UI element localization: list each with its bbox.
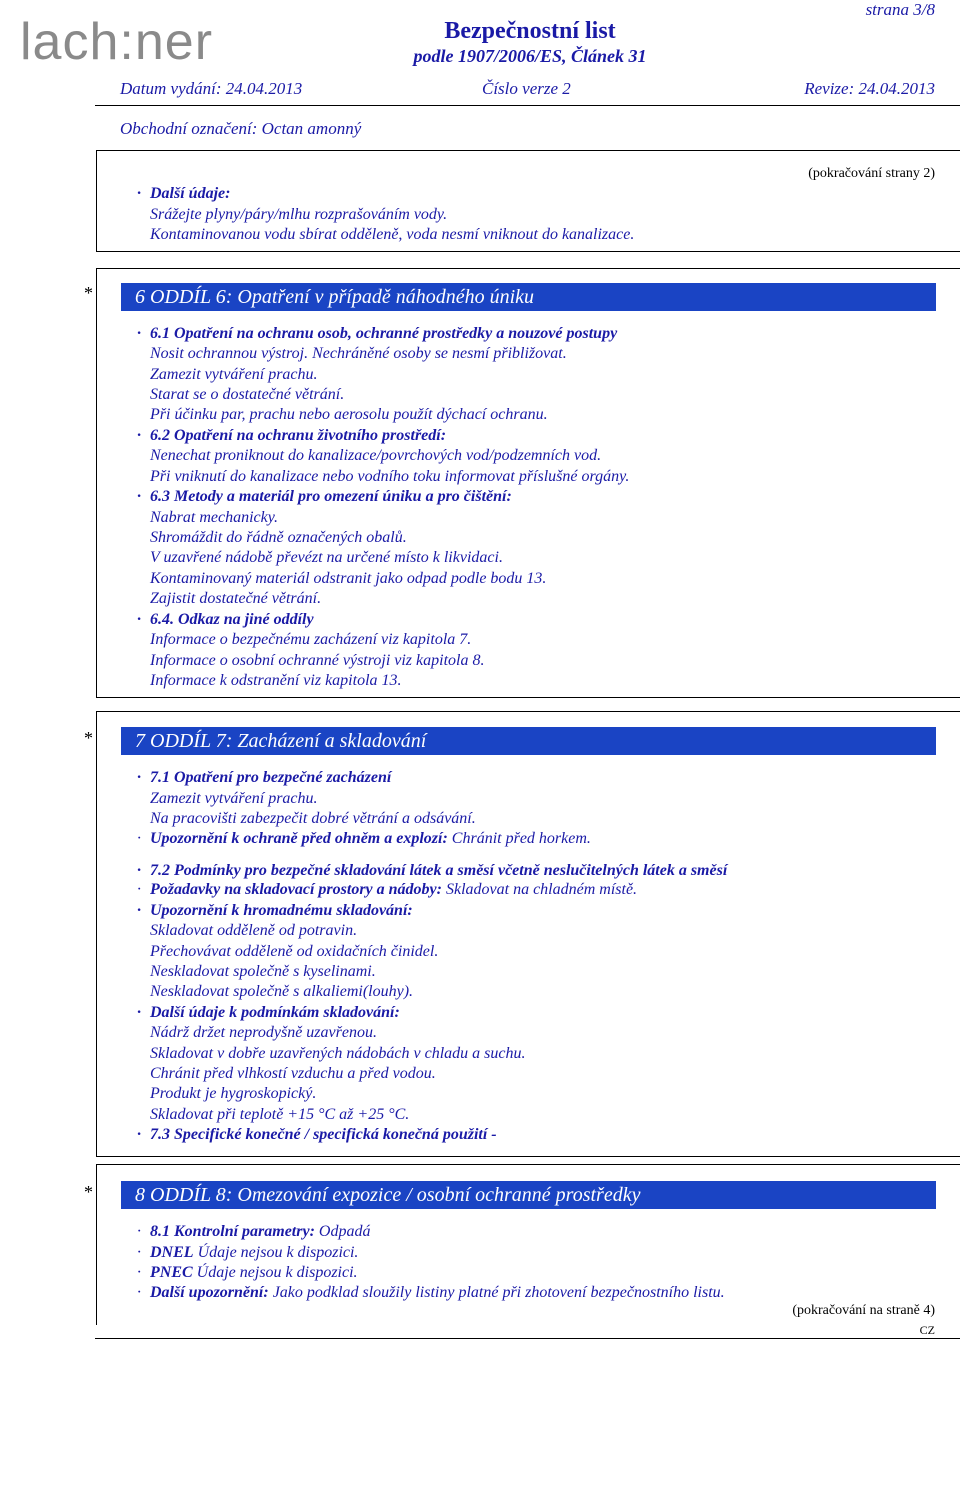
text-line: Přechovávat odděleně od oxidačních činidel. [150,943,439,960]
trade-name: Obchodní označení: Octan amonný [120,119,362,138]
text-line: Zamezit vytváření prachu. [150,790,318,807]
storage-info-label: · Další údaje k podmínkám skladování: [150,1003,400,1023]
text-line: Informace o osobní ochranné výstroji viz kapitola 8. [150,652,485,669]
continued-from: (pokračování strany 2) [808,166,935,181]
text-line: Skladovat odděleně od potravin. [150,922,358,939]
storage-requirements: · Požadavky na skladovací prostory a nádoby: Skladovat na chladném místě. [150,880,637,900]
text-line: V uzavřené nádobě převézt na určené místo k likvidaci. [150,549,503,566]
revision-star: * [84,283,93,303]
further-info-label: · Další údaje: [150,184,230,204]
text-line: Skladovat při teplotě +15 °C až +25 °C. [150,1106,410,1123]
text-line: Neskladovat společně s alkaliemi(louhy). [150,983,414,1000]
document-subtitle: podle 1907/2006/ES, Článek 31 [413,46,647,66]
section-8-title: 8 ODDÍL 8: Omezování expozice / osobní ochranné prostředky [135,1184,641,1206]
text-line: Nádrž držet neprodyšně uzavřenou. [150,1024,377,1041]
text-line: Nenechat proniknout do kanalizace/povrchových vod/podzemních vod. [150,447,602,464]
subsection-6-4-label: · 6.4. Odkaz na jiné oddíly [150,610,314,630]
page-number: strana 3/8 [865,0,935,19]
text-line: Nabrat mechanicky. [150,509,278,526]
text-line: Na pracovišti zabezpečit dobré větrání a odsávání. [150,810,476,827]
text-line: Starat se o dostatečné větrání. [150,386,345,403]
document-title: Bezpečnostní list [444,18,616,44]
subsection-7-2-label: · 7.2 Podmínky pro bezpečné skladování látek a směsí včetně neslučitelných látek a směsí [150,861,727,881]
pnec-row: · PNEC Údaje nejsou k dispozici. [150,1263,358,1283]
further-info-line: Srážejte plyny/páry/mlhu rozprašováním vody. [150,206,448,223]
language-code: CZ [919,1323,935,1337]
dnel-row: · DNEL Údaje nejsou k dispozici. [150,1243,358,1263]
footer-divider [95,1338,960,1339]
subsection-7-1-label: · 7.1 Opatření pro bezpečné zacházení [150,768,391,788]
text-line: Informace o bezpečnému zacházení viz kapitola 7. [150,631,472,648]
version-number: Číslo verze 2 [482,79,571,98]
text-line: Zajistit dostatečné větrání. [150,590,322,607]
text-line: Nosit ochrannou výstroj. Nechráněné osoby se nesmí přibližovat. [150,345,567,362]
section-7-title: 7 ODDÍL 7: Zacházení a skladování [135,730,427,752]
company-logo: lach:ner [20,13,214,71]
joint-storage-label: · Upozornění k hromadnému skladování: [150,901,413,921]
text-line: Shromáždit do řádně označených obalů. [150,529,407,546]
subsection-7-3-label: · 7.3 Specifické konečné / specifická konečná použití - [150,1125,497,1145]
text-line: Zamezit vytváření prachu. [150,366,318,383]
text-line: Kontaminovaný materiál odstranit jako odpad podle bodu 13. [150,570,547,587]
text-line: Chránit před vlhkostí vzduchu a před vodou. [150,1065,436,1082]
text-line: Skladovat v dobře uzavřených nádobách v chladu a suchu. [150,1045,526,1062]
continued-to: (pokračování na straně 4) [792,1303,935,1318]
text-line: Neskladovat společně s kyselinami. [150,963,376,980]
issue-date: Datum vydání: 24.04.2013 [120,79,303,98]
text-line: Produkt je hygroskopický. [150,1085,317,1102]
text-line: Informace k odstranění viz kapitola 13. [150,672,402,689]
control-parameters: · 8.1 Kontrolní parametry: Odpadá [150,1222,370,1242]
further-info-line: Kontaminovanou vodu sbírat odděleně, voda nesmí vniknout do kanalizace. [150,226,635,243]
subsection-6-1-label: · 6.1 Opatření na ochranu osob, ochranné prostředky a nouzové postupy [150,324,617,344]
revision-date: Revize: 24.04.2013 [804,79,935,98]
subsection-6-2-label: · 6.2 Opatření na ochranu životního prostředí: [150,426,446,446]
fire-protection-note: · Upozornění k ochraně před ohněm a explozí: Chránit před horkem. [150,829,591,849]
text-line: Při vniknutí do kanalizace nebo vodního toku informovat příslušné orgány. [150,468,630,485]
revision-star: * [84,728,93,748]
subsection-6-3-label: · 6.3 Metody a materiál pro omezení úniku a pro čištění: [150,487,512,507]
header-divider [95,105,960,106]
revision-star: * [84,1182,93,1202]
further-notes: · Další upozornění: Jako podklad sloužily listiny platné při zhotovení bezpečnostního listu. [150,1283,725,1303]
section-6-title: 6 ODDÍL 6: Opatření v případě náhodného úniku [135,286,535,308]
text-line: Při účinku par, prachu nebo aerosolu použít dýchací ochranu. [150,406,548,423]
